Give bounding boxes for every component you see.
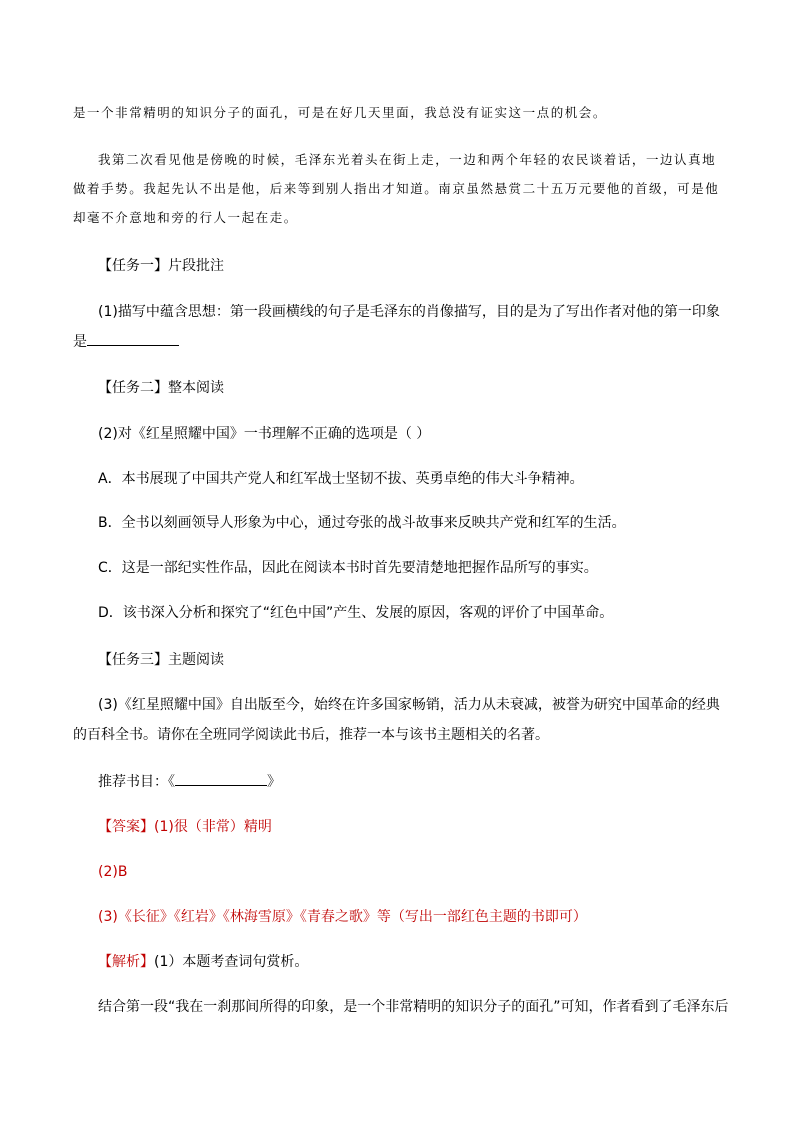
analysis-line-2: 结合第一段“我在一刹那间所得的印象，是一个非常精明的知识分子的面孔”可知，作者看到了毛泽东后 xyxy=(98,999,729,1015)
answer-line-1 xyxy=(98,817,272,837)
recommend-prefix: 推荐书目：《 xyxy=(98,774,175,790)
answer-1: (1)很（非常）精明 xyxy=(154,819,272,835)
answer-label: 【答案】 xyxy=(98,819,154,835)
task1-question-line-1: (1)描写中蕴含思想：第一段画横线的句子是毛泽东的肖像描写，目的是为了写出作者对他的第一印象 xyxy=(98,304,720,320)
option-d: D．该书深入分析和探究了“红色中国”产生、发展的原因，客观的评价了中国革命。 xyxy=(98,605,614,621)
task1-heading: 【任务一】片段批注 xyxy=(98,258,224,274)
recommend-suffix: 》 xyxy=(267,774,281,790)
passage-line-2: 我第二次看见他是傍晚的时候，毛泽东光着头在街上走，一边和两个年轻的农民谈着话，一边认真地 xyxy=(98,152,717,167)
analysis-text-1: (1）本题考查词句赏析。 xyxy=(154,954,309,970)
answer-blank-book[interactable] xyxy=(175,771,267,786)
analysis-label: 【解析】 xyxy=(98,954,154,970)
option-c: C．这是一部纪实性作品，因此在阅读本书时首先要清楚地把握作品所写的事实。 xyxy=(98,560,598,576)
passage-line-4: 却毫不介意地和旁的行人一起在走。 xyxy=(73,210,298,225)
passage-line-1: 是一个非常精明的知识分子的面孔，可是在好几天里面，我总没有证实这一点的机会。 xyxy=(73,105,607,120)
analysis-line-1 xyxy=(98,952,308,972)
task3-heading: 【任务三】主题阅读 xyxy=(98,652,224,668)
task2-heading: 【任务二】整本阅读 xyxy=(98,380,224,396)
answer-blank-1[interactable] xyxy=(87,331,179,346)
task3-question-line-1: (3)《红星照耀中国》自出版至今，始终在许多国家畅销，活力从未衰减，被誉为研究中国革命的经典 xyxy=(98,697,720,713)
task3-question-line-2: 的百科全书。请你在全班同学阅读此书后，推荐一本与该书主题相关的名著。 xyxy=(73,727,549,743)
task1-question-line-2 xyxy=(73,331,179,352)
option-a: A．本书展现了中国共产党人和红军战士坚韧不拔、英勇卓绝的伟大斗争精神。 xyxy=(98,471,584,487)
option-b: B．全书以刻画领导人形象为中心，通过夸张的战斗故事来反映共产党和红军的生活。 xyxy=(98,515,626,531)
recommend-line xyxy=(98,771,281,792)
task1-question-prefix: 是 xyxy=(73,334,87,350)
answer-2: (2)B xyxy=(98,864,128,880)
passage-line-3: 做着手势。我起先认不出是他，后来等到别人指出才知道。南京虽然悬赏二十五万元要他的首级，可是他 xyxy=(73,181,720,196)
answer-3: (3)《长征》《红岩》《林海雪原》《青春之歌》等（写出一部红色主题的书即可） xyxy=(98,909,587,925)
task2-question: (2)对《红星照耀中国》一书理解不正确的选项是（ ） xyxy=(98,426,431,442)
